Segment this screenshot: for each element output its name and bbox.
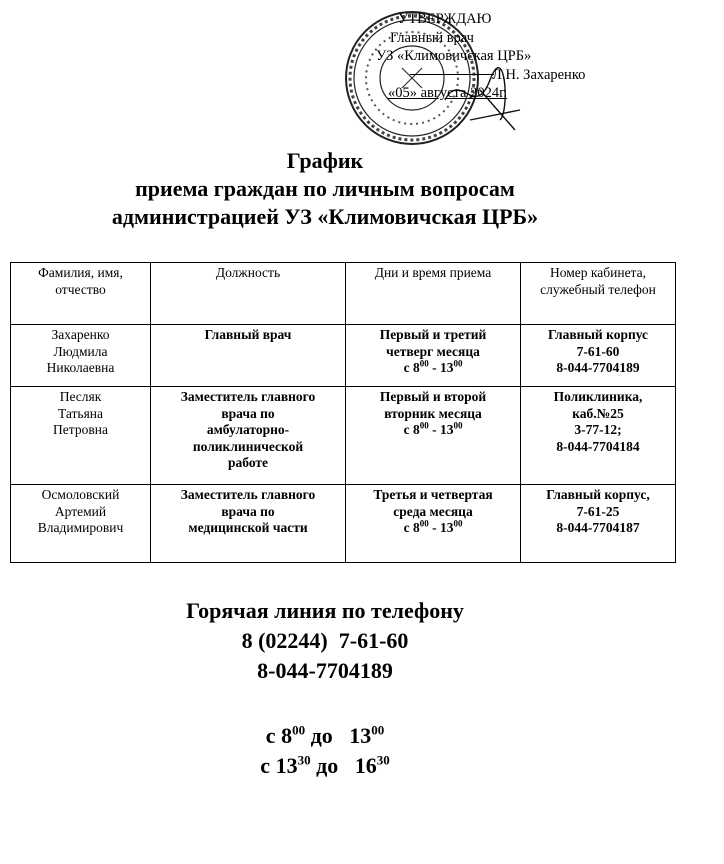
cell-name [11, 325, 151, 387]
document-subtitle-1: приема граждан по личным вопросам [135, 176, 515, 201]
office-line: Поликлиника, [553, 389, 643, 404]
name-line: Захаренко [51, 327, 110, 342]
cell-office [521, 387, 676, 485]
time-line: с $8^{00} - 13^{00}$ [403, 518, 463, 535]
position-line: Главный врач [204, 327, 292, 342]
approval-signatory: Л.Н. Захаренко [492, 66, 586, 83]
office-line: 3-77-12; [574, 422, 622, 437]
days-line: среда месяца [393, 503, 473, 519]
cell-name [11, 387, 151, 485]
approval-position: Главный врач [390, 29, 474, 46]
office-line: 7-61-25 [576, 503, 620, 519]
name-line: Осмоловский [41, 487, 120, 502]
approval-date: «05» августа 2024г. [388, 85, 508, 101]
position-line: амбулаторно- [206, 422, 290, 437]
office-line: 8-044-7704189 [556, 360, 640, 375]
office-line: 7-61-60 [576, 343, 620, 359]
table-header-row [11, 263, 676, 325]
approval-block [376, 10, 585, 103]
days-line: Третья и четвертая [373, 487, 493, 502]
header-days: Дни и время приема [346, 263, 521, 325]
time-line: с $8^{00} - 13^{00}$ [403, 420, 463, 437]
approval-organization: УЗ «Климовичская ЦРБ» [376, 48, 532, 64]
name-line: Людмила [53, 343, 108, 359]
approval-heading: УТВЕРЖДАЮ [398, 11, 492, 27]
cell-position [151, 325, 346, 387]
office-line: 8-044-7704187 [556, 520, 640, 535]
office-line: 8-044-7704184 [556, 438, 640, 454]
document-subtitle-2: администрацией УЗ «Климовичская ЦРБ» [111, 204, 539, 229]
signature-line [410, 74, 494, 75]
time-line: с $8^{00} - 13^{00}$ [403, 358, 463, 375]
cell-position [151, 485, 346, 563]
document-title: График [286, 148, 364, 173]
header-position: Должность [151, 263, 346, 325]
table-row [11, 325, 676, 387]
name-line: Владимирович [37, 520, 124, 535]
hotline-phone-1: 8 (02244) 7-61-60 [241, 628, 409, 653]
hotline-phone-2: 8-044-7704189 [257, 658, 393, 683]
name-line: Николаевна [46, 360, 115, 375]
table-row [11, 387, 676, 485]
header-office: Номер кабинета, служебный телефон [521, 263, 676, 325]
cell-position [151, 387, 346, 485]
days-line: вторник месяца [384, 405, 482, 421]
office-line: каб.№25 [572, 405, 624, 421]
cell-days [346, 325, 521, 387]
position-line: врача по [221, 405, 275, 421]
hotline-hours-1: с $8^{00}$ до $13^{00}$ [265, 722, 385, 748]
office-line: Главный корпус [547, 327, 649, 342]
table-row [11, 485, 676, 563]
cell-office [521, 485, 676, 563]
days-line: Первый и третий [379, 327, 487, 342]
days-line: Первый и второй [379, 389, 487, 404]
cell-name [11, 485, 151, 563]
position-line: поликлинической [192, 438, 304, 454]
cell-office [521, 325, 676, 387]
cell-days [346, 485, 521, 563]
position-line: врача по [221, 503, 275, 519]
hotline-title: Горячая линия по телефону [186, 598, 464, 623]
name-line: Петровна [53, 422, 108, 437]
name-line: Артемий [54, 503, 107, 519]
header-name: Фамилия, имя, отчество [11, 263, 151, 325]
position-line: работе [227, 455, 269, 470]
position-line: Заместитель главного [180, 487, 316, 502]
schedule-table [10, 262, 676, 563]
name-line: Татьяна [57, 405, 104, 421]
office-line: Главный корпус, [546, 487, 650, 502]
position-line: медицинской части [188, 520, 308, 535]
hotline-hours-2: с $13^{30}$ до $16^{30}$ [260, 752, 390, 778]
days-line: четверг месяца [386, 343, 480, 359]
cell-days [346, 387, 521, 485]
position-line: Заместитель главного [180, 389, 316, 404]
name-line: Песляк [59, 389, 102, 404]
